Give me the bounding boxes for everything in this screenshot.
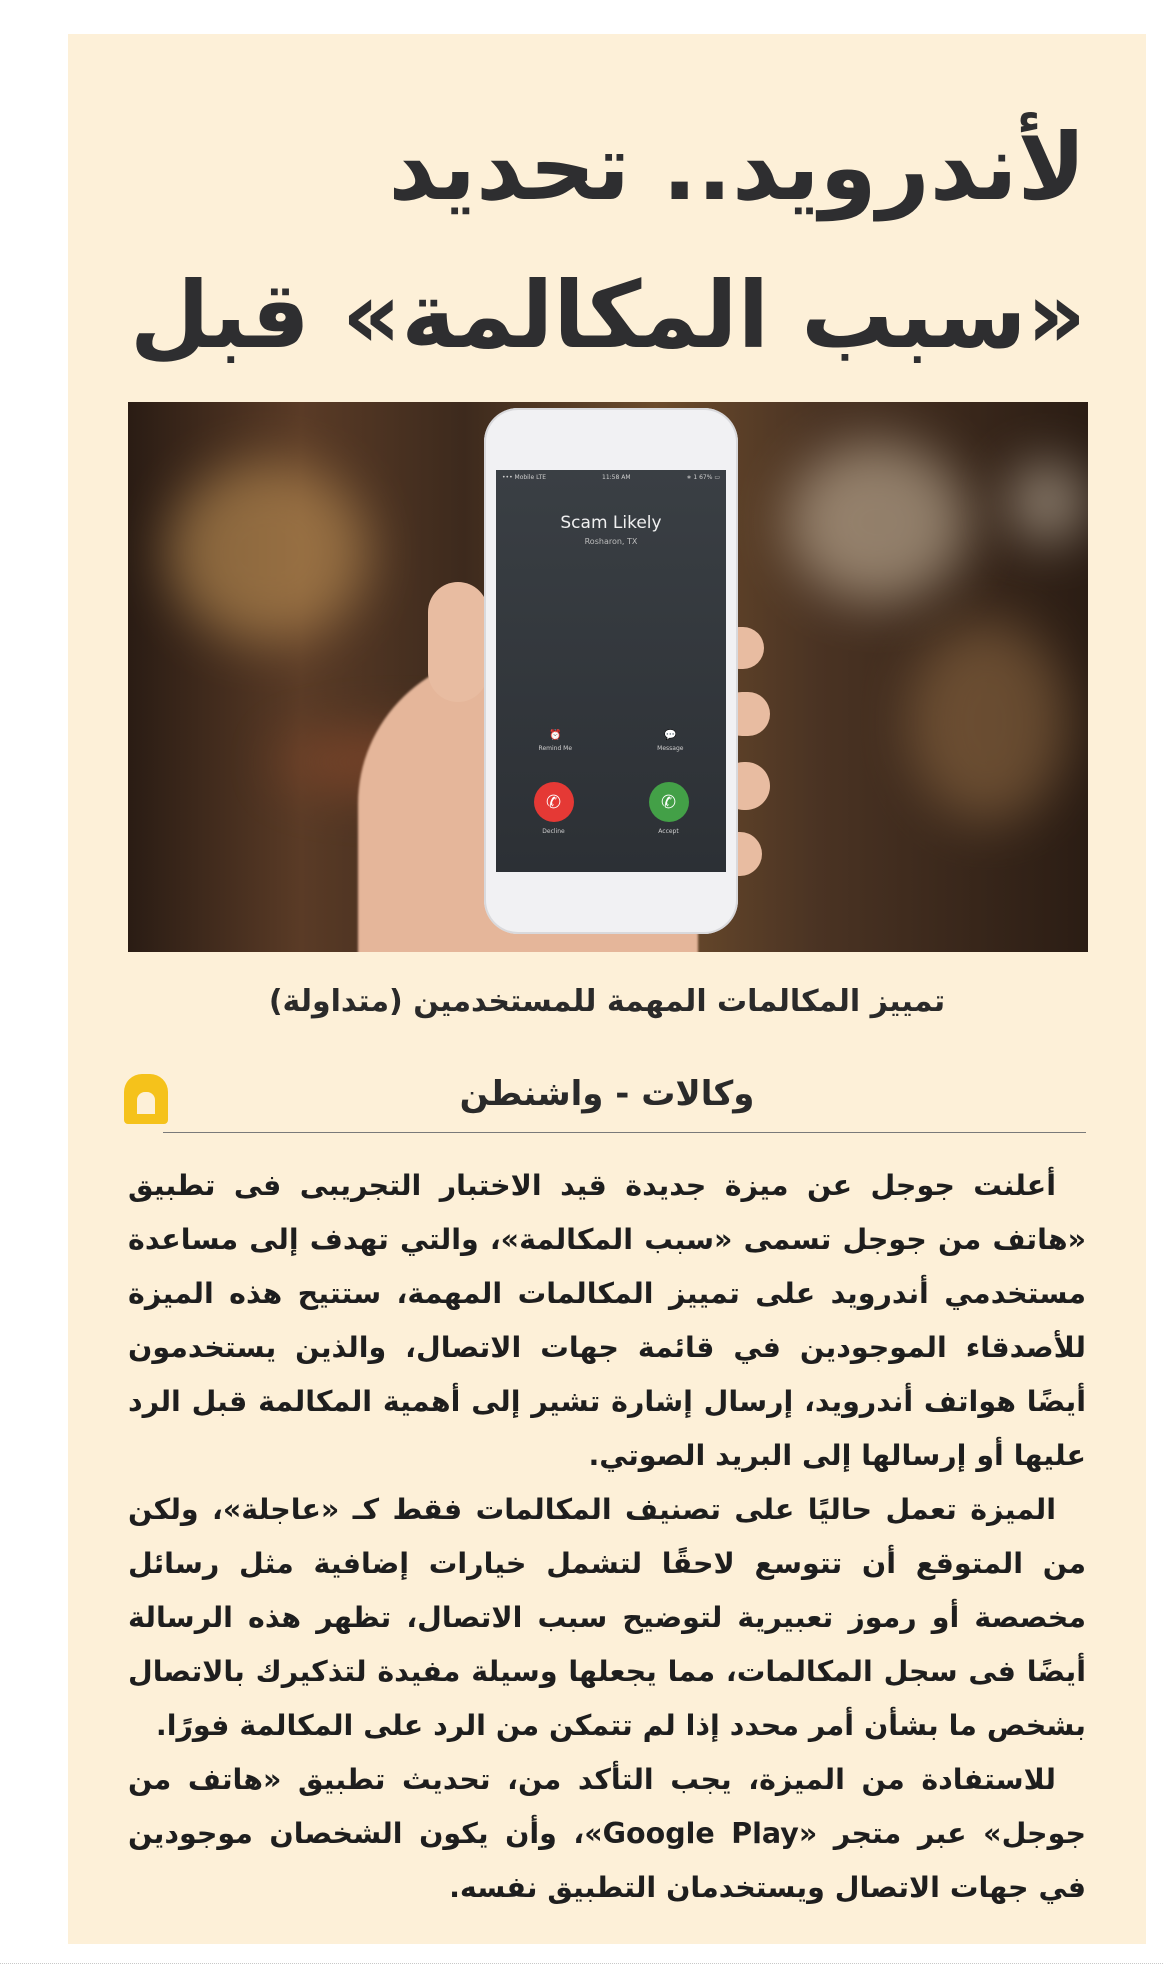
message-icon: 💬 [664,730,677,741]
article-headline: لأندرويد.. تحديد «سبب المكالمة» قبل [129,114,1086,369]
article-photo [128,402,1088,952]
remind-me-action [539,730,573,752]
decline-action [534,782,574,835]
photo-caption: تمييز المكالمات المهمة للمستخدمين (متداولة) [268,984,946,1019]
status-bar [496,470,726,481]
status-battery: ∗ 1 67% ▭ [686,474,720,481]
background-bokeh [908,622,1068,822]
decline-label: Decline [542,828,565,835]
accept-phone-icon: ✆ [649,782,689,822]
message-label: Message [657,745,684,752]
accept-action [649,782,689,835]
byline-divider [163,1132,1086,1133]
accept-label: Accept [658,828,679,835]
page-bottom-divider [0,1963,1163,1964]
thumb [428,582,488,702]
decline-phone-icon: ✆ [534,782,574,822]
caller-location: Rosharon, TX [584,537,638,546]
background-bokeh [168,462,368,642]
article-card [68,34,1146,1944]
remind-me-label: Remind Me [538,745,573,752]
phone-screen [496,470,726,872]
alarm-icon: ⏰ [549,730,562,741]
call-buttons [496,782,726,835]
caller-name: Scam Likely [560,513,662,533]
phone [484,408,738,934]
message-action [657,730,683,752]
secondary-actions [496,730,726,752]
background-bokeh [788,442,968,602]
byline: وكالات - واشنطن [459,1074,755,1114]
status-carrier: ••• Mobile LTE [502,474,547,481]
body-paragraph: الميزة تعمل حاليًا على تصنيف المكالمات فقط كـ «عاجلة»، ولكن من المتوقع أن تتوسع لاحقًا لتشمل خيارات إضافية مثل رسائل مخصصة أو رموز تعبيرية لتوضيح سبب الاتصال، تظهر هذه الرسالة أيضًا فى سجل المكالمات، مما يجعلها وسيلة مفيدة لتذكيرك بالاتصال بشخص ما بشأن أمر محدد إذا لم تتمكن من الرد على المكالمة فورًا. [128,1493,1086,1742]
background-bokeh [1008,462,1088,542]
body-paragraph: أعلنت جوجل عن ميزة جديدة قيد الاختبار التجريبى فى تطبيق «هاتف من جوجل تسمى «سبب المكالمة»، والتي تهدف إلى مساعدة مستخدمي أندرويد على تمييز المكالمات المهمة، ستتيح هذه الميزة للأصدقاء الموجودين في قائمة جهات الاتصال، والذين يستخدمون أيضًا هواتف أندرويد، إرسال إشارة تشير إلى أهمية المكالمة قبل الرد عليها أو إرسالها إلى البريد الصوتي. [128,1169,1086,1472]
body-paragraph: للاستفادة من الميزة، يجب التأكد من، تحديث تطبيق «هاتف من جوجل» عبر متجر «Google Play»، وأن يكون الشخصان موجودين في جهات الاتصال ويستخدمان التطبيق نفسه. [128,1763,1086,1904]
article-body [128,1159,1086,1915]
status-time: 11:58 AM [602,474,631,481]
